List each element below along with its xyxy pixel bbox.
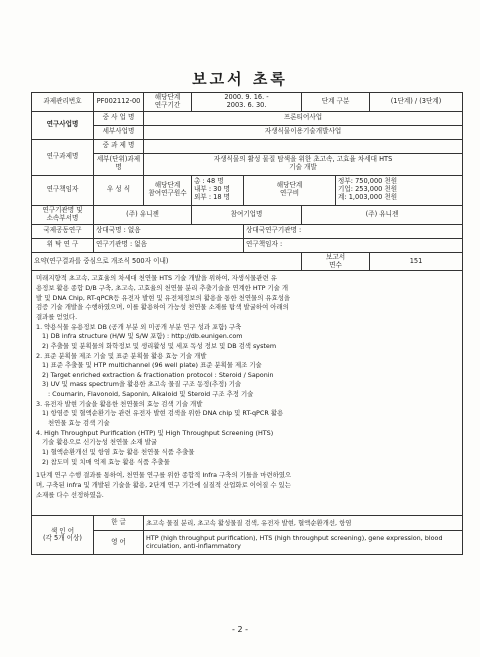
task-id-label: 과제관리번호 <box>32 93 94 112</box>
keywords-ko-value: 초고속 물질 분리, 초고속 활성물질 검색, 유전자 발현, 혈액순환개선, 항염 <box>144 516 463 531</box>
summary-line: 발 및 DNA Chip, RT-qPCR등 유전자 발현 및 유전체정보의 활용을 통한 천연물의 유효성을 <box>36 293 291 302</box>
summary-line: 2) Target enriched extraction & fractionation protocol : Steroid / Saponin <box>42 370 274 379</box>
summary-line: 검증 기술 개발을 수행하였으며, 이를 활용하여 가능성 천연물 소재를 탐색 발굴하여 아래의 <box>36 303 289 312</box>
summary-line: 2. 표준 분획물 제조 기술 및 표준 분획물 활용 효능 기술 개발 <box>36 351 207 360</box>
count-total: 총 : 48 명 <box>194 177 224 186</box>
summary-line: 미래지향적 초고속, 고효율의 차세대 천연물 HTS 기술 개발을 위하여, 자생식물관련 유 <box>36 274 277 283</box>
period-label: 해당단계 연구기간 <box>144 93 192 112</box>
consign-person-label: 연구책임자 : <box>244 238 463 252</box>
summary-line: 소재를 다수 선정하였음. <box>36 490 104 499</box>
project-sub2-value: 자생식물이용기술개발사업 <box>144 125 463 139</box>
count-internal: 내부 : 30 명 <box>194 185 231 194</box>
summary-line: 3) UV 및 mass spectrum을 활용한 초고속 물질 구조 동정(추정) 기술 <box>42 380 242 389</box>
summary-line: : Coumarin, Flavonoid, Saponin, Alkaloid 및 Steroid 구조 추정 기술 <box>48 390 254 399</box>
project-sub1-value: 프론티어사업 <box>144 111 463 125</box>
summary-line: 1) 표준 추출물 및 HTP multichannel (96 well plate) 표준 분획물 제조 기술 <box>42 361 262 370</box>
pages-label: 보고서 면수 <box>302 252 370 271</box>
stage-value: (1단계) / (3단계) <box>370 93 463 112</box>
summary-line: 4. High Throughput Purification (HTP) 및 High Throughput Screening (HTS) <box>36 428 274 437</box>
summary-line: 2) 참도미 및 치매 억제 효능 활용 식품 추출물 <box>42 457 170 466</box>
task-label: 연구과제명 <box>32 139 94 175</box>
summary-line: 1) DB infra structure (H/W 및 S/W 포함) : http://db.eunigen.com <box>42 332 243 341</box>
keywords-label: 색 인 어 <box>50 526 75 535</box>
stage-label: 단계 구분 <box>302 93 370 112</box>
cost-company: 기업: 253,000 천원 <box>338 185 398 194</box>
task-sub2-value: 자생식물의 활성 물질 탐색을 위한 초고속, 고효율 차세대 HTS 기술 개발 <box>144 153 463 175</box>
summary-line: 결과를 얻었다. <box>36 313 78 321</box>
consign-label: 위 탁 연 구 <box>32 238 94 252</box>
researcher-name: 우 성 식 <box>94 175 144 205</box>
summary-line: 며, 구축된 infra 및 개발된 기술을 활용, 2단계 연구 기간에 실질적 산업화로 이어질 수 있는 <box>36 480 291 489</box>
researcher-count-label: 해당단계 참여연구원수 <box>144 175 192 205</box>
summary-header-label: 요약(연구결과를 중심으로 개조식 500자 이내) <box>32 252 302 271</box>
summary-line: 2) 추출물 및 분획물의 화학정보 및 생리활성 및 세포 독성 정보 및 DB 검색 system <box>42 341 277 350</box>
consign-value: 연구기관명 : 없음 <box>94 238 244 252</box>
cost-total: 계: 1,003,000 천원 <box>338 193 398 202</box>
summary-line: 기술 활용으로 신기능성 천연물 소재 발굴 <box>42 438 158 447</box>
summary-line: 1. 약용식물 유용정보 DB (공개 부분 외 미공개 부분 연구 성과 포함) 구축 <box>36 322 242 331</box>
keywords-label-cell <box>32 516 94 555</box>
intl-value: 상대국명 : 없음 <box>94 224 244 238</box>
page-title: 보고서 초록 <box>192 70 288 88</box>
pages-value: 151 <box>370 252 463 271</box>
cost-values <box>336 175 463 205</box>
researcher-count-values <box>192 175 244 205</box>
summary-line: 1단계 연구 수행 결과를 통하여, 천연물 연구를 위한 종합적 Infra 구축의 기틀을 마련하였으 <box>36 471 292 480</box>
page-number: - 2 - <box>232 625 248 634</box>
org-value: (주) 유니젠 <box>94 205 192 224</box>
intl-inst-label: 상대국연구기관명 : <box>244 224 463 238</box>
project-label: 연구사업명 <box>32 111 94 139</box>
keywords-ko-label: 한 글 <box>94 516 144 531</box>
task-id-value: PF002112-00 <box>94 93 144 112</box>
task-sub2-label: 세부(단위)과제명 <box>94 153 144 175</box>
summary-line: 천연물 효능 검색 기술 <box>48 419 110 428</box>
researcher-label: 연구책임자 <box>32 175 94 205</box>
intl-label: 국제공동연구 <box>32 224 94 238</box>
summary-body <box>32 271 463 516</box>
partner-value: (주) 유니젠 <box>302 205 463 224</box>
count-external: 외부 : 18 명 <box>194 193 231 202</box>
cost-label: 해당단계 연구비 <box>244 175 336 205</box>
summary-line: 용정보 활용 종합 D/B 구축, 초고속, 고효율의 천연물 분리 추출기술을 연계한 HTP 기술 개 <box>36 284 289 293</box>
keywords-sublabel: (각 5개 이상) <box>42 534 82 543</box>
summary-table <box>31 92 463 555</box>
task-sub1-label: 중 과 제 명 <box>94 139 144 153</box>
summary-line: 1) 혈액순환개선 및 항염 효능 활용 천연물 식품 추출물 <box>42 447 195 456</box>
org-label: 연구기관명 및 소속부서명 <box>32 205 94 224</box>
keywords-en-value: HTP (high throughput purification), HTS (high throughput screening), gene expression, blood circulation, anti-inflammatory <box>144 531 463 555</box>
summary-line: 1) 항염증 및 혈액순환기능 관련 유전자 발현 검색을 위한 DNA chip 및 RT-qPCR 활용 <box>42 409 284 418</box>
project-sub1-label: 중 사 업 명 <box>94 111 144 125</box>
period-value: 2000. 9. 16. - 2003. 6. 30. <box>192 93 302 112</box>
partner-label: 참여기업명 <box>192 205 302 224</box>
task-sub1-value <box>144 139 463 153</box>
cost-gov: 정부: 750,000 천원 <box>338 177 398 186</box>
summary-line: 3. 유전자 발현 기술을 활용한 천연물의 효능 검색 기술 개발 <box>36 399 203 408</box>
keywords-en-label: 영 어 <box>94 531 144 555</box>
project-sub2-label: 세부사업명 <box>94 125 144 139</box>
